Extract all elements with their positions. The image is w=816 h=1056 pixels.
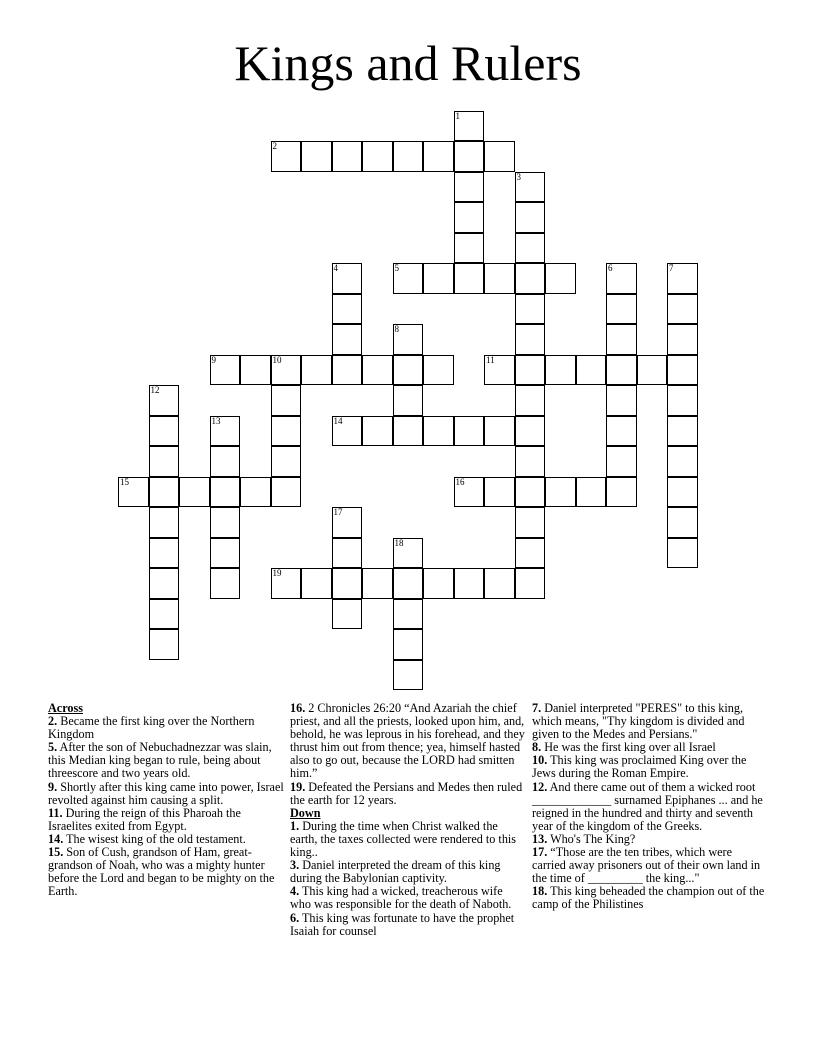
grid-cell[interactable] xyxy=(515,385,546,416)
clue-column-2 xyxy=(290,702,526,938)
grid-cell[interactable] xyxy=(393,263,424,294)
grid-cell[interactable] xyxy=(332,568,363,599)
grid-cell[interactable] xyxy=(484,568,515,599)
grid-cell[interactable] xyxy=(484,141,515,172)
grid-cell[interactable] xyxy=(149,385,180,416)
grid-cell[interactable] xyxy=(515,233,546,264)
grid-cell[interactable] xyxy=(362,141,393,172)
clue-number: 17 xyxy=(333,507,343,517)
grid-cell[interactable] xyxy=(393,385,424,416)
grid-cell[interactable] xyxy=(454,172,485,203)
grid-cell[interactable] xyxy=(210,446,241,477)
grid-cell[interactable] xyxy=(545,263,576,294)
clue-number: 3 xyxy=(516,171,521,182)
clue-across-19: 19. Defeated the Persians and Medes then ruled the earth for 12 years. xyxy=(290,779,523,807)
grid-cell[interactable] xyxy=(454,263,485,294)
grid-cell[interactable] xyxy=(271,141,302,172)
grid-cell[interactable] xyxy=(484,355,515,386)
grid-cell[interactable] xyxy=(149,477,180,508)
grid-cell[interactable] xyxy=(606,324,637,355)
grid-cell[interactable] xyxy=(423,263,454,294)
grid-cell[interactable] xyxy=(515,477,546,508)
grid-cell[interactable] xyxy=(332,507,363,538)
clue-number: 2 xyxy=(272,141,277,151)
grid-cell[interactable] xyxy=(210,538,241,569)
grid-cell[interactable] xyxy=(454,141,485,172)
grid-cell[interactable] xyxy=(332,324,363,355)
grid-cell[interactable] xyxy=(240,355,271,386)
grid-cell[interactable] xyxy=(362,355,393,386)
grid-cell[interactable] xyxy=(332,263,363,294)
clue-number: 6 xyxy=(608,263,613,273)
grid-cell[interactable] xyxy=(667,263,698,294)
grid-cell[interactable] xyxy=(271,568,302,599)
grid-cell[interactable] xyxy=(515,202,546,233)
grid-cell[interactable] xyxy=(637,355,668,386)
clue-across-15: 15. Son of Cush, grandson of Ham, great-grandson of Noah, who was a mighty hunter before the Lord and began to be mighty on the Earth. xyxy=(48,845,275,899)
grid-cell[interactable] xyxy=(423,568,454,599)
grid-cell[interactable] xyxy=(515,416,546,447)
puzzle-title: Kings and Rulers xyxy=(234,35,582,91)
grid-cell[interactable] xyxy=(667,294,698,325)
grid-cell[interactable] xyxy=(576,477,607,508)
clue-down-6: 6. This king was fortunate to have the prophet Isaiah for counsel xyxy=(290,910,515,938)
clue-number: 8 xyxy=(394,324,399,334)
grid-cell[interactable] xyxy=(393,416,424,447)
grid-cell[interactable] xyxy=(484,263,515,294)
grid-cell[interactable] xyxy=(149,446,180,477)
grid-cell[interactable] xyxy=(515,507,546,538)
grid-cell[interactable] xyxy=(454,416,485,447)
grid-cell[interactable] xyxy=(149,629,180,660)
grid-cell[interactable] xyxy=(240,477,271,508)
grid-cell[interactable] xyxy=(332,599,363,630)
grid-cell[interactable] xyxy=(393,629,424,660)
grid-cell[interactable] xyxy=(545,477,576,508)
clue-number: 4 xyxy=(333,263,338,273)
down-heading: Down xyxy=(290,805,321,820)
clue-number: 9 xyxy=(211,354,216,365)
grid-cell[interactable] xyxy=(667,477,698,508)
grid-cell[interactable] xyxy=(210,568,241,599)
grid-cell[interactable] xyxy=(393,660,424,691)
grid-cell[interactable] xyxy=(667,446,698,477)
grid-cell[interactable] xyxy=(515,172,546,203)
grid-cell[interactable] xyxy=(454,233,485,264)
grid-cell[interactable] xyxy=(423,141,454,172)
grid-cell[interactable] xyxy=(484,416,515,447)
grid-cell[interactable] xyxy=(149,507,180,538)
grid-cell[interactable] xyxy=(667,538,698,569)
grid-cell[interactable] xyxy=(606,263,637,294)
grid-cell[interactable] xyxy=(332,141,363,172)
grid-cell[interactable] xyxy=(393,568,424,599)
grid-cell[interactable] xyxy=(515,568,546,599)
grid-cell[interactable] xyxy=(271,446,302,477)
grid-cell[interactable] xyxy=(332,538,363,569)
grid-cell[interactable] xyxy=(332,355,363,386)
clue-number: 19 xyxy=(272,568,282,578)
grid-cell[interactable] xyxy=(423,416,454,447)
grid-cell[interactable] xyxy=(667,355,698,386)
grid-cell[interactable] xyxy=(606,477,637,508)
clue-down-3: 3. Daniel interpreted the dream of this king during the Babylonian captivity. xyxy=(290,858,501,886)
grid-cell[interactable] xyxy=(118,477,149,508)
grid-cell[interactable] xyxy=(271,477,302,508)
clue-across-11: 11. During the reign of this Pharoah the Israelites exited from Egypt. xyxy=(48,805,241,833)
grid-cell[interactable] xyxy=(454,111,485,142)
grid-cell[interactable] xyxy=(362,416,393,447)
grid-cell[interactable] xyxy=(667,416,698,447)
grid-cell[interactable] xyxy=(515,538,546,569)
clue-number: 15 xyxy=(120,476,129,487)
across-heading: Across xyxy=(48,701,83,715)
clue-down-8: 8. He was the first king over all Israel xyxy=(532,740,716,755)
grid-cell[interactable] xyxy=(149,416,180,447)
grid-cell[interactable] xyxy=(271,355,302,386)
clue-number: 7 xyxy=(669,263,674,273)
clue-column-3 xyxy=(532,702,768,912)
grid-cell[interactable] xyxy=(301,355,332,386)
grid-cell[interactable] xyxy=(332,416,363,447)
clue-across-14: 14. The wisest king of the old testament. xyxy=(48,831,246,846)
grid-cell[interactable] xyxy=(179,477,210,508)
clue-across-2: 2. Became the first king over the Northern Kingdom xyxy=(48,714,255,742)
grid-cell[interactable] xyxy=(606,385,637,416)
grid-cell[interactable] xyxy=(515,355,546,386)
grid-cell[interactable] xyxy=(393,324,424,355)
clue-number: 16 xyxy=(455,476,465,487)
clue-number: 18 xyxy=(394,537,404,548)
grid-cell[interactable] xyxy=(393,538,424,569)
grid-cell[interactable] xyxy=(210,355,241,386)
grid-cell[interactable] xyxy=(515,263,546,294)
grid-cell[interactable] xyxy=(454,568,485,599)
clue-column-1 xyxy=(48,702,284,898)
grid-cell[interactable] xyxy=(301,141,332,172)
clue-across-16: 16. 2 Chronicles 26:20 “And Azariah the chief priest, and all the priests, looked upon him, and, behold, he was leprous in his forehead, and they thrust him out from thence; yea, himself hasted also to go out, because the LORD had smitten him.” xyxy=(290,701,525,781)
grid-cell[interactable] xyxy=(606,355,637,386)
grid-cell[interactable] xyxy=(515,294,546,325)
grid-cell[interactable] xyxy=(362,568,393,599)
clue-down-7: 7. Daniel interpreted "PERES" to this king, which means, "Thy kingdom is divided and given to the Medes and Persians." xyxy=(532,701,745,742)
clue-down-13: 13. Who's The King? xyxy=(532,831,636,846)
grid-cell[interactable] xyxy=(301,568,332,599)
clue-down-17: 17. “Those are the ten tribes, which were carried away prisoners out of their own land in the time of _________ the king..." xyxy=(532,845,761,886)
clue-down-18: 18. This king beheaded the champion out of the camp of the Philistines xyxy=(532,884,765,912)
grid-cell[interactable] xyxy=(484,477,515,508)
grid-cell[interactable] xyxy=(271,416,302,447)
grid-cell[interactable] xyxy=(545,355,576,386)
clue-across-9: 9. Shortly after this king came into power, Israel revolted against him causing a split. xyxy=(48,779,284,807)
grid-cell[interactable] xyxy=(149,599,180,630)
grid-cell[interactable] xyxy=(515,446,546,477)
grid-cell[interactable] xyxy=(210,416,241,447)
clue-number: 11 xyxy=(486,354,495,365)
clue-number: 10 xyxy=(272,354,282,365)
clue-number: 1 xyxy=(455,110,460,121)
grid-cell[interactable] xyxy=(454,202,485,233)
grid-cell[interactable] xyxy=(271,385,302,416)
grid-cell[interactable] xyxy=(149,538,180,569)
grid-cell[interactable] xyxy=(667,385,698,416)
clue-across-5: 5. After the son of Nebuchadnezzar was slain, this Median king began to rule, being about threescore and two years old. xyxy=(48,740,272,781)
grid-cell[interactable] xyxy=(149,568,180,599)
clue-number: 12 xyxy=(150,385,160,395)
grid-cell[interactable] xyxy=(606,294,637,325)
grid-cell[interactable] xyxy=(210,507,241,538)
grid-cell[interactable] xyxy=(454,477,485,508)
grid-cell[interactable] xyxy=(606,416,637,447)
clue-down-10: 10. This king was proclaimed King over the Jews during the Roman Empire. xyxy=(532,753,747,781)
clue-down-4: 4. This king had a wicked, treacherous wife who was responsible for the death of Naboth. xyxy=(290,884,512,912)
grid-cell[interactable] xyxy=(576,355,607,386)
clue-down-1: 1. During the time when Christ walked the earth, the taxes collected were rendered to this king.. xyxy=(290,818,517,860)
grid-cell[interactable] xyxy=(210,477,241,508)
grid-cell[interactable] xyxy=(667,507,698,538)
clue-number: 14 xyxy=(333,415,343,426)
grid-cell[interactable] xyxy=(515,324,546,355)
clue-down-12: 12. And there came out of them a wicked root _____________ surnamed Epiphanes ... and he reigned in the hundred and thirty and seventh year of the kingdom of the Greeks. xyxy=(532,779,763,833)
grid-cell[interactable] xyxy=(423,355,454,386)
clue-number: 13 xyxy=(211,415,221,426)
grid-cell[interactable] xyxy=(393,355,424,386)
grid-cell[interactable] xyxy=(332,294,363,325)
grid-cell[interactable] xyxy=(606,446,637,477)
grid-cell[interactable] xyxy=(667,324,698,355)
grid-cell[interactable] xyxy=(393,141,424,172)
grid-cell[interactable] xyxy=(393,599,424,630)
clue-number: 5 xyxy=(394,263,399,273)
